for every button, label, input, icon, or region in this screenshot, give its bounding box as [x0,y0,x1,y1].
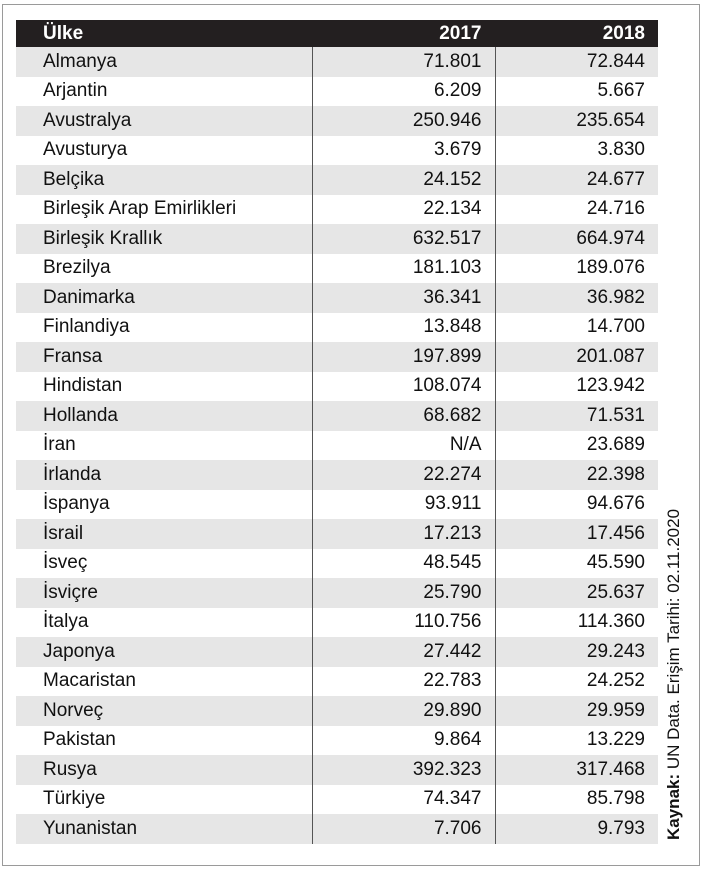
cell-2017: 108.074 [312,372,495,402]
table-row [16,165,658,195]
cell-2018: 45.590 [495,549,658,579]
cell-country: Fransa [16,342,312,372]
table-row [16,637,658,667]
cell-country: İsrail [16,519,312,549]
cell-2018: 235.654 [495,106,658,136]
cell-2018: 24.716 [495,195,658,225]
cell-2018: 29.959 [495,696,658,726]
cell-country: Arjantin [16,77,312,107]
cell-2018: 94.676 [495,490,658,520]
cell-2018: 17.456 [495,519,658,549]
table-row [16,224,658,254]
table-row [16,431,658,461]
table-row [16,785,658,815]
cell-2017: 6.209 [312,77,495,107]
cell-2018: 3.830 [495,136,658,166]
cell-2017: 22.134 [312,195,495,225]
cell-2017: 27.442 [312,637,495,667]
table-row [16,342,658,372]
cell-country: Yunanistan [16,814,312,844]
cell-2018: 13.229 [495,726,658,756]
cell-2017: 13.848 [312,313,495,343]
cell-country: Japonya [16,637,312,667]
table-body [16,47,658,844]
cell-2018: 36.982 [495,283,658,313]
table-row [16,47,658,77]
cell-2018: 14.700 [495,313,658,343]
table-row [16,77,658,107]
cell-2018: 24.677 [495,165,658,195]
source-label: Kaynak: [664,773,683,840]
cell-2018: 25.637 [495,578,658,608]
cell-2017: 7.706 [312,814,495,844]
cell-country: Norveç [16,696,312,726]
table-row [16,578,658,608]
cell-2017: 250.946 [312,106,495,136]
cell-country: Almanya [16,47,312,77]
cell-2017: 197.899 [312,342,495,372]
cell-2017: 71.801 [312,47,495,77]
cell-2017: 25.790 [312,578,495,608]
cell-2018: 22.398 [495,460,658,490]
cell-country: İran [16,431,312,461]
cell-2018: 189.076 [495,254,658,284]
cell-2018: 24.252 [495,667,658,697]
cell-2018: 72.844 [495,47,658,77]
cell-country: İspanya [16,490,312,520]
source-note [664,509,684,840]
table-row [16,549,658,579]
cell-2018: 71.531 [495,401,658,431]
cell-country: Pakistan [16,726,312,756]
header-row [16,20,658,47]
table-row [16,608,658,638]
cell-2017: 36.341 [312,283,495,313]
cell-2018: 5.667 [495,77,658,107]
table-row [16,372,658,402]
table-row [16,106,658,136]
table-row [16,490,658,520]
header-2018: 2018 [495,20,658,47]
table-row [16,401,658,431]
cell-2017: 632.517 [312,224,495,254]
cell-country: İrlanda [16,460,312,490]
header-2017: 2017 [312,20,495,47]
cell-country: İsveç [16,549,312,579]
table-row [16,313,658,343]
cell-2017: 392.323 [312,755,495,785]
table-row [16,254,658,284]
cell-2017: 181.103 [312,254,495,284]
table-row [16,726,658,756]
cell-2018: 664.974 [495,224,658,254]
cell-2017: 9.864 [312,726,495,756]
cell-2017: 68.682 [312,401,495,431]
table-row [16,755,658,785]
cell-country: Finlandiya [16,313,312,343]
table-row [16,667,658,697]
table-row [16,814,658,844]
cell-2017: 74.347 [312,785,495,815]
cell-country: Avusturya [16,136,312,166]
cell-2017: 24.152 [312,165,495,195]
cell-country: Türkiye [16,785,312,815]
header-country: Ülke [16,20,312,47]
cell-country: Avustralya [16,106,312,136]
cell-country: Macaristan [16,667,312,697]
table-header [16,20,658,47]
cell-country: İtalya [16,608,312,638]
source-text: UN Data. Erişim Tarihi: 02.11.2020 [664,508,683,774]
cell-2018: 29.243 [495,637,658,667]
table-row [16,136,658,166]
table-row [16,519,658,549]
cell-2018: 114.360 [495,608,658,638]
data-table [16,20,658,844]
cell-2017: 29.890 [312,696,495,726]
cell-2018: 9.793 [495,814,658,844]
table-row [16,195,658,225]
cell-country: Belçika [16,165,312,195]
table-row [16,460,658,490]
cell-2017: 3.679 [312,136,495,166]
cell-country: Hindistan [16,372,312,402]
cell-2017: 48.545 [312,549,495,579]
cell-2017: 93.911 [312,490,495,520]
cell-country: Brezilya [16,254,312,284]
table-row [16,283,658,313]
cell-country: Birleşik Krallık [16,224,312,254]
cell-2018: 85.798 [495,785,658,815]
cell-2017: 22.783 [312,667,495,697]
cell-country: İsviçre [16,578,312,608]
cell-2018: 201.087 [495,342,658,372]
cell-country: Birleşik Arap Emirlikleri [16,195,312,225]
cell-country: Rusya [16,755,312,785]
cell-2017: N/A [312,431,495,461]
cell-2017: 22.274 [312,460,495,490]
cell-2017: 17.213 [312,519,495,549]
cell-2018: 23.689 [495,431,658,461]
cell-country: Danimarka [16,283,312,313]
cell-country: Hollanda [16,401,312,431]
cell-2017: 110.756 [312,608,495,638]
cell-2018: 123.942 [495,372,658,402]
cell-2018: 317.468 [495,755,658,785]
table-row [16,696,658,726]
